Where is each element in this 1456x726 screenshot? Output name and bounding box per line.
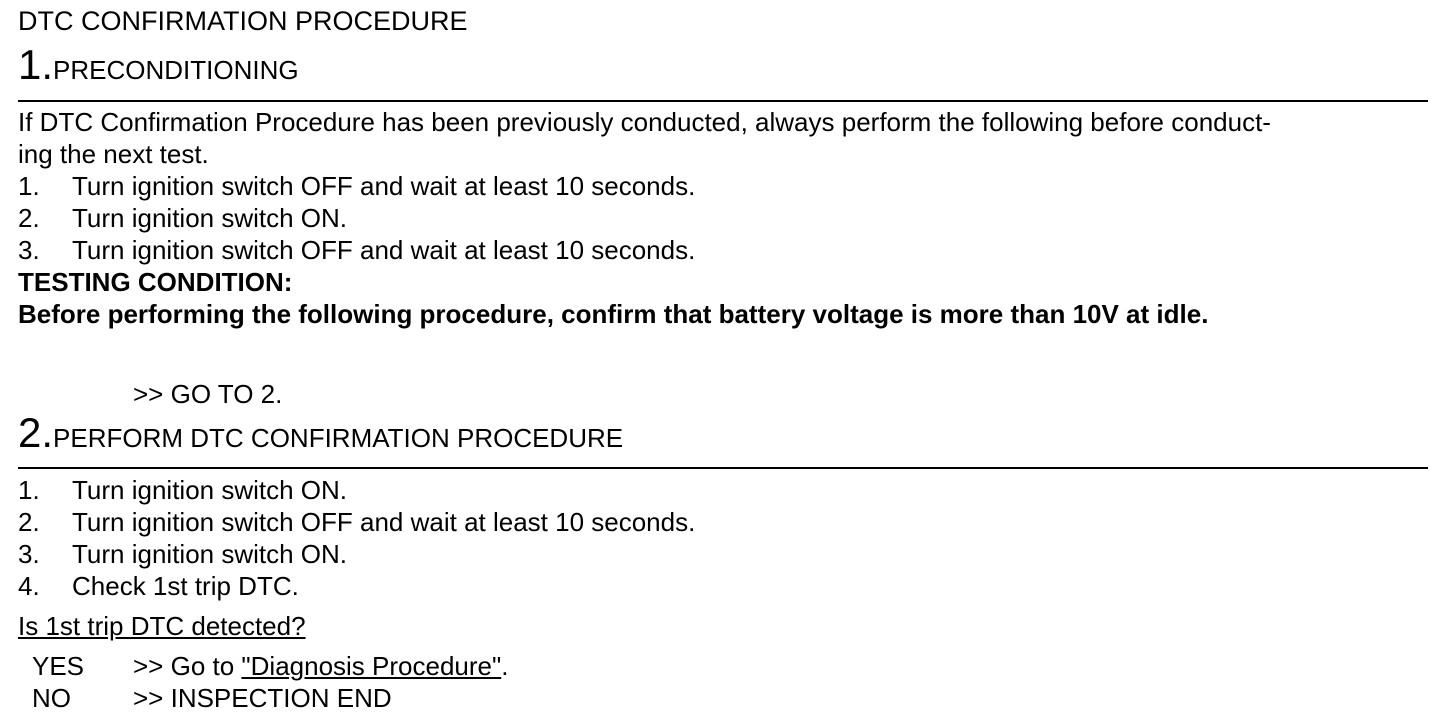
testing-condition-text: Before performing the following procedure, confirm that battery voltage is more than 10V at idle. [18, 299, 1209, 329]
step-2-item [18, 570, 299, 602]
answer-no-label: NO [32, 683, 71, 713]
step-1-number: 1. [18, 41, 54, 88]
step-2-title: PERFORM DTC CONFIRMATION PROCEDURE [53, 423, 624, 453]
item-text: Turn ignition switch OFF and wait at least 10 seconds. [72, 235, 696, 265]
item-number: 2. [18, 507, 40, 537]
answer-no-text: >> INSPECTION END [133, 683, 392, 713]
item-text: Check 1st trip DTC. [72, 571, 299, 601]
document-title: DTC CONFIRMATION PROCEDURE [18, 6, 468, 36]
step-1-title: PRECONDITIONING [53, 55, 299, 85]
diagnosis-procedure-link[interactable]: "Diagnosis Procedure" [241, 651, 502, 681]
detection-question: Is 1st trip DTC detected? [18, 611, 306, 641]
item-number: 1. [18, 475, 40, 505]
item-text: Turn ignition switch OFF and wait at least 10 seconds. [72, 507, 696, 537]
answer-yes-suffix: . [501, 651, 509, 681]
answer-yes-label: YES [32, 651, 85, 681]
step-2-heading [18, 409, 624, 456]
step-2-number: 2. [18, 409, 54, 456]
item-text: Turn ignition switch ON. [72, 203, 348, 233]
goto-step-2: >> GO TO 2. [133, 379, 283, 409]
step-1-item [18, 202, 347, 234]
item-number: 3. [18, 539, 40, 569]
step-1-divider [18, 100, 1428, 102]
answer-yes-text [133, 650, 508, 682]
item-number: 1. [18, 171, 40, 201]
step-2-divider [18, 467, 1428, 469]
item-text: Turn ignition switch OFF and wait at least 10 seconds. [72, 171, 696, 201]
step-1-intro-line-2: ing the next test. [18, 139, 209, 169]
item-number: 3. [18, 235, 40, 265]
step-1-item [18, 234, 695, 266]
item-number: 2. [18, 203, 40, 233]
step-2-item [18, 474, 347, 506]
item-text: Turn ignition switch ON. [72, 475, 348, 505]
step-1-heading [18, 41, 299, 88]
item-text: Turn ignition switch ON. [72, 539, 348, 569]
step-1-item [18, 170, 695, 202]
step-2-item [18, 506, 695, 538]
item-number: 4. [18, 571, 40, 601]
step-1-intro-line-1: If DTC Confirmation Procedure has been previously conducted, always perform the following before conduct- [18, 107, 1271, 137]
testing-condition-heading: TESTING CONDITION: [18, 267, 293, 297]
step-2-item [18, 538, 347, 570]
answer-yes-prefix: >> Go to [133, 651, 242, 681]
